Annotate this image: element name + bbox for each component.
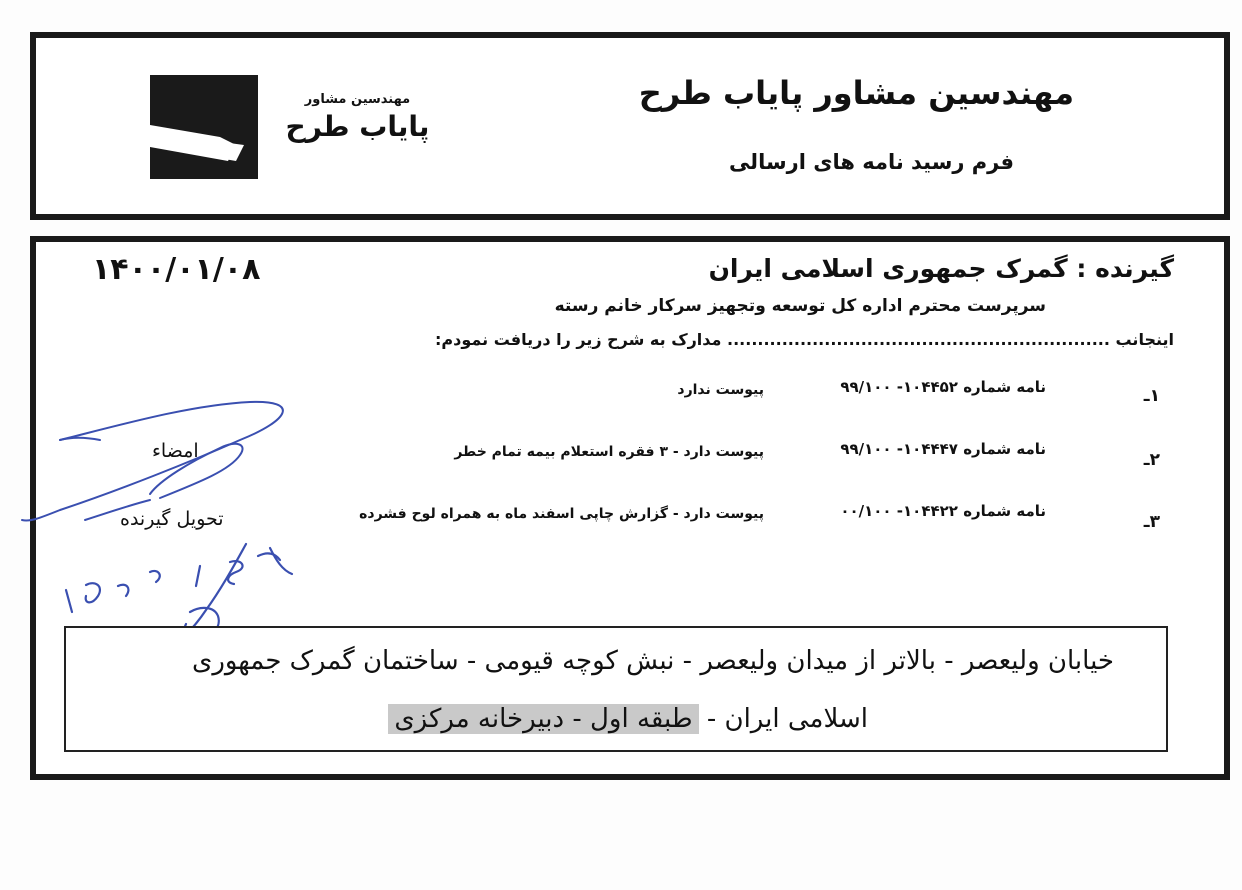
address-line-2	[388, 704, 868, 734]
item-2-letter-number: نامه شماره ۱۰۴۴۴۷- ۹۹/۱۰۰	[840, 440, 1046, 458]
item-1-note: پیوست ندارد	[677, 382, 764, 398]
logo-big-text: پایاب طرح	[285, 110, 430, 143]
item-1-index: ۱ـ	[1143, 386, 1160, 406]
item-3-note: پیوست دارد - گزارش چاپی اسفند ماه به همراه لوح فشرده	[359, 506, 764, 522]
form-title: فرم رسید نامه های ارسالی	[728, 150, 1014, 174]
signature-label: امضاء	[152, 440, 199, 462]
company-logo-mark	[150, 75, 258, 179]
address-highlight: طبقه اول - دبیرخانه مرکزی	[388, 704, 698, 734]
company-title: مهندسین مشاور پایاب طرح	[638, 74, 1074, 112]
intro-line: اینجانب ............................................................... مدارک به شرح زیر را دریافت نمودم:	[435, 330, 1174, 349]
address-line-1: خیابان ولیعصر - بالاتر از میدان ولیعصر - نبش کوچه قیومی - ساختمان گمرک جمهوری	[191, 646, 1114, 676]
item-3-index: ۳ـ	[1143, 512, 1160, 532]
recipient-line: گیرنده : گمرک جمهوری اسلامی ایران	[708, 254, 1174, 283]
address-line-2-plain: اسلامی ایران -	[698, 704, 868, 734]
letter-date: ۱۴۰۰/۰۱/۰۸	[92, 252, 261, 287]
item-1-letter-number: نامه شماره ۱۰۴۴۵۲- ۹۹/۱۰۰	[840, 378, 1046, 396]
logo-small-text: مهندسین مشاور	[304, 92, 411, 107]
supervisor-line: سرپرست محترم اداره کل توسعه وتجهیز سرکار خانم رسته	[554, 296, 1046, 316]
item-2-index: ۲ـ	[1143, 450, 1160, 470]
item-2-note: پیوست دارد - ۳ فقره استعلام بیمه تمام خطر	[454, 444, 764, 460]
receiver-label: تحویل گیرنده	[120, 508, 224, 530]
item-3-letter-number: نامه شماره ۱۰۴۴۲۲- ۰۰/۱۰۰	[840, 502, 1046, 520]
